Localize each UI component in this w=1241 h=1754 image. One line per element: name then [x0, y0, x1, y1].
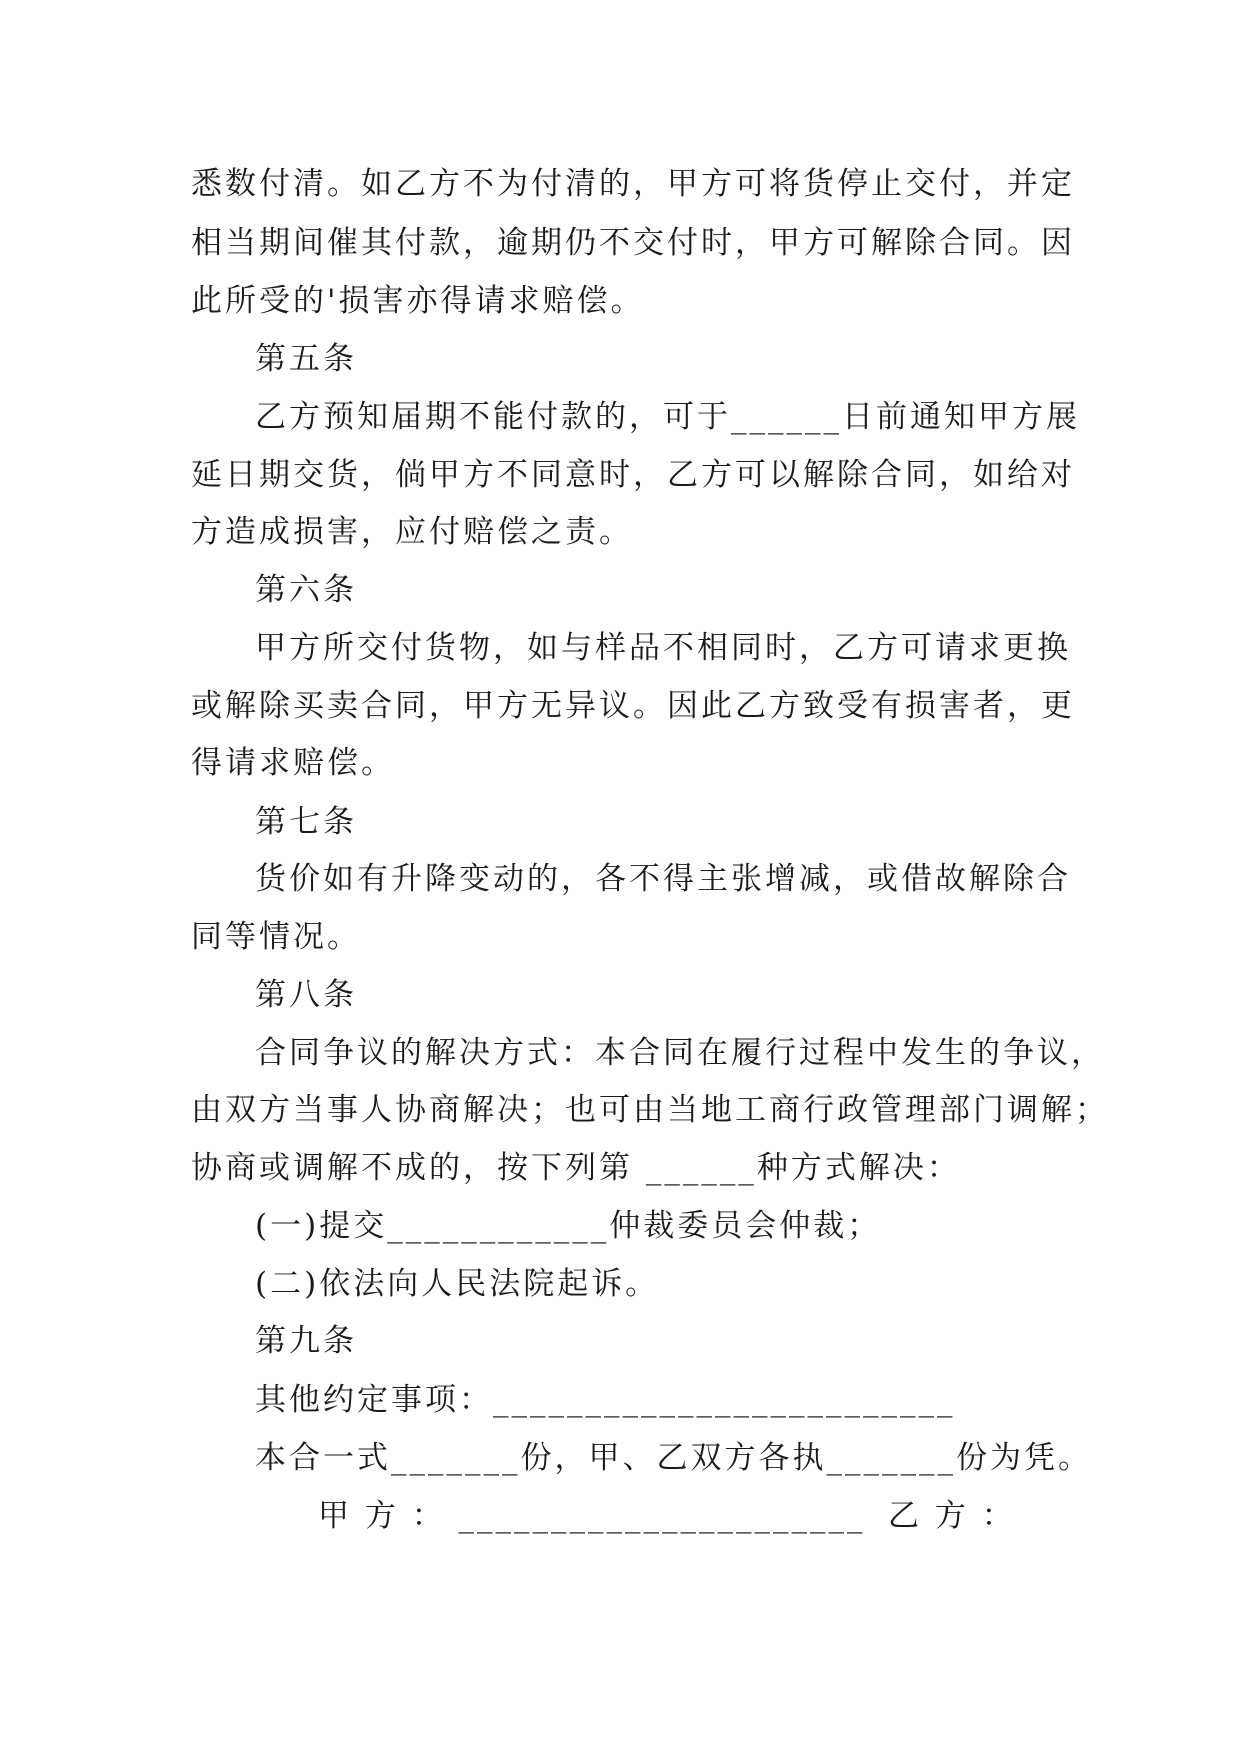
- paragraph-line: 乙方预知届期不能付款的，可于______日前通知甲方展: [255, 399, 1080, 435]
- paragraph-line: 协商或调解不成的，按下列第 ______种方式解决：: [191, 1150, 961, 1186]
- article-heading-9: 第九条: [255, 1323, 357, 1359]
- article-heading-5: 第五条: [255, 341, 357, 377]
- paragraph-line: 延日期交货，倘甲方不同意时，乙方可以解除合同，如给对: [191, 457, 1075, 493]
- paragraph-line: 甲方所交付货物，如与样品不相同时，乙方可请求更换: [255, 630, 1071, 666]
- paragraph-line: 此所受的'损害亦得请求赔偿。: [191, 283, 645, 319]
- paragraph-line: 方造成损害，应付赔偿之责。: [191, 514, 633, 550]
- list-item: (一)提交____________仲裁委员会仲裁；: [255, 1208, 882, 1244]
- paragraph-line: 悉数付清。如乙方不为付清的，甲方可将货停止交付，并定: [191, 166, 1075, 202]
- party-b-signature: 乙 方 ：: [888, 1498, 1016, 1534]
- paragraph-line: 由双方当事人协商解决；也可由当地工商行政管理部门调解；: [191, 1092, 1109, 1128]
- paragraph-line: 相当期间催其付款，逾期仍不交付时，甲方可解除合同。因: [191, 225, 1075, 261]
- paragraph-line: 或解除买卖合同，甲方无异议。因此乙方致受有损害者，更: [191, 688, 1075, 724]
- paragraph-line: 合同争议的解决方式：本合同在履行过程中发生的争议，: [255, 1035, 1105, 1071]
- list-item: (二)依法向人民法院起诉。: [255, 1266, 660, 1302]
- paragraph-line: 货价如有升降变动的，各不得主张增减，或借故解除合: [255, 861, 1071, 897]
- paragraph-line: 本合一式_______份，甲、乙双方各执_______份为凭。: [255, 1440, 1092, 1476]
- article-heading-8: 第八条: [255, 977, 357, 1013]
- paragraph-line: 同等情况。: [191, 919, 361, 955]
- article-heading-7: 第七条: [255, 804, 357, 840]
- paragraph-line: 其他约定事项：_________________________: [255, 1382, 956, 1418]
- party-a-signature: 甲 方 ： ______________________: [318, 1498, 866, 1534]
- paragraph-line: 得请求赔偿。: [191, 745, 395, 781]
- article-heading-6: 第六条: [255, 572, 357, 608]
